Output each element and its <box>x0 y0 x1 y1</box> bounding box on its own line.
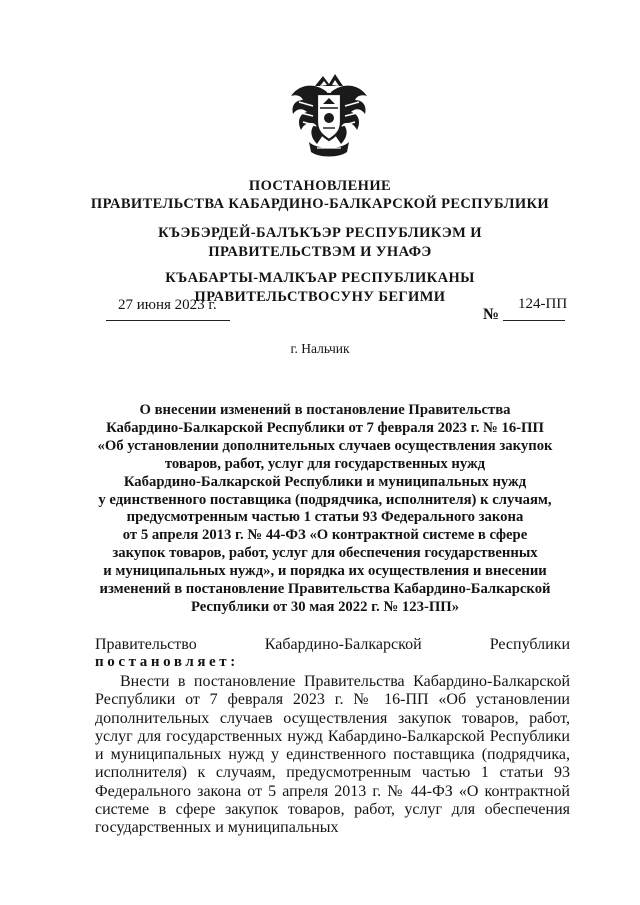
number-sign: № <box>483 306 500 323</box>
document-type-title: ПОСТАНОВЛЕНИЕ <box>248 178 392 194</box>
coat-of-arms-emblem <box>287 72 371 162</box>
subject-line: у единственного поставщика (подрядчика, исполнителя) к случаям, <box>98 491 552 508</box>
subject-line: «Об установлении дополнительных случаев осуществления закупок <box>97 437 553 454</box>
city-name: г. Нальчик <box>290 341 350 356</box>
government-name-ru: ПРАВИТЕЛЬСТВА КАБАРДИНО-БАЛКАРСКОЙ РЕСПУБЛИКИ <box>90 196 550 212</box>
date-underline <box>106 320 230 321</box>
subject-line: Кабардино-Балкарской Республики и муниципальных нужд <box>123 473 527 490</box>
title-kabardian: КЪЭБЭРДЕЙ-БАЛЪКЪЭР РЕСПУБЛИКЭМ И ПРАВИТЕЛЬСТВЭМ И УНАФЭ <box>158 225 482 260</box>
subject-line: изменений в постановление Правительства Кабардино-Балкарской <box>99 581 551 598</box>
subject-line: О внесении изменений в постановление Правительства <box>139 402 511 418</box>
resolves-word: постановляет: <box>95 654 239 670</box>
subject-line: от 5 апреля 2013 г. № 44-ФЗ «О контрактной системе в сфере <box>122 527 528 544</box>
document-number: 124-ПП <box>518 296 568 312</box>
government-line: Правительство Кабардино-Балкарской Республики <box>95 636 570 653</box>
document-date: 27 июня 2023 г. <box>118 297 217 313</box>
body-paragraph: Внести в постановление Правительства Кабардино-Балкарской Республики от 7 февраля 2023 г. № 16-ПП «Об установлении дополнительных случаев осуществления закупок товаров, работ, услуг для государственных нужд Кабардино-Балкарской Республики и муниципальных нужд у единственного поставщика (подрядчика, исполнителя) к случаям, предусмотренным частью 1 статьи 93 Федерального закона от 5 апреля 2013 г. № 44-ФЗ «О контрактной системе в сфере закупок товаров, работ, услуг для обеспечения государственных и муниципальных <box>95 673 570 837</box>
subject-heading <box>90 402 560 617</box>
subject-line: закупок товаров, работ, услуг для обеспечения государственных <box>112 545 538 562</box>
subject-line: предусмотренным частью 1 статьи 93 Федерального закона <box>126 509 524 526</box>
title-karachay-balkar: КЪАБАРТЫ-МАЛКЪАР РЕСПУБЛИКАНЫ ПРАВИТЕЛЬСТВОСУНУ БЕГИМИ <box>165 270 475 305</box>
subject-line: Кабардино-Балкарской Республики от 7 февраля 2023 г. № 16-ПП <box>106 419 544 436</box>
number-underline <box>503 320 565 321</box>
subject-line: Республики от 30 мая 2022 г. № 123-ПП» <box>190 598 460 615</box>
subject-line: и муниципальных нужд», и порядка их осуществления и внесении <box>103 563 547 580</box>
subject-line: товаров, работ, услуг для государственных нужд <box>164 455 486 472</box>
